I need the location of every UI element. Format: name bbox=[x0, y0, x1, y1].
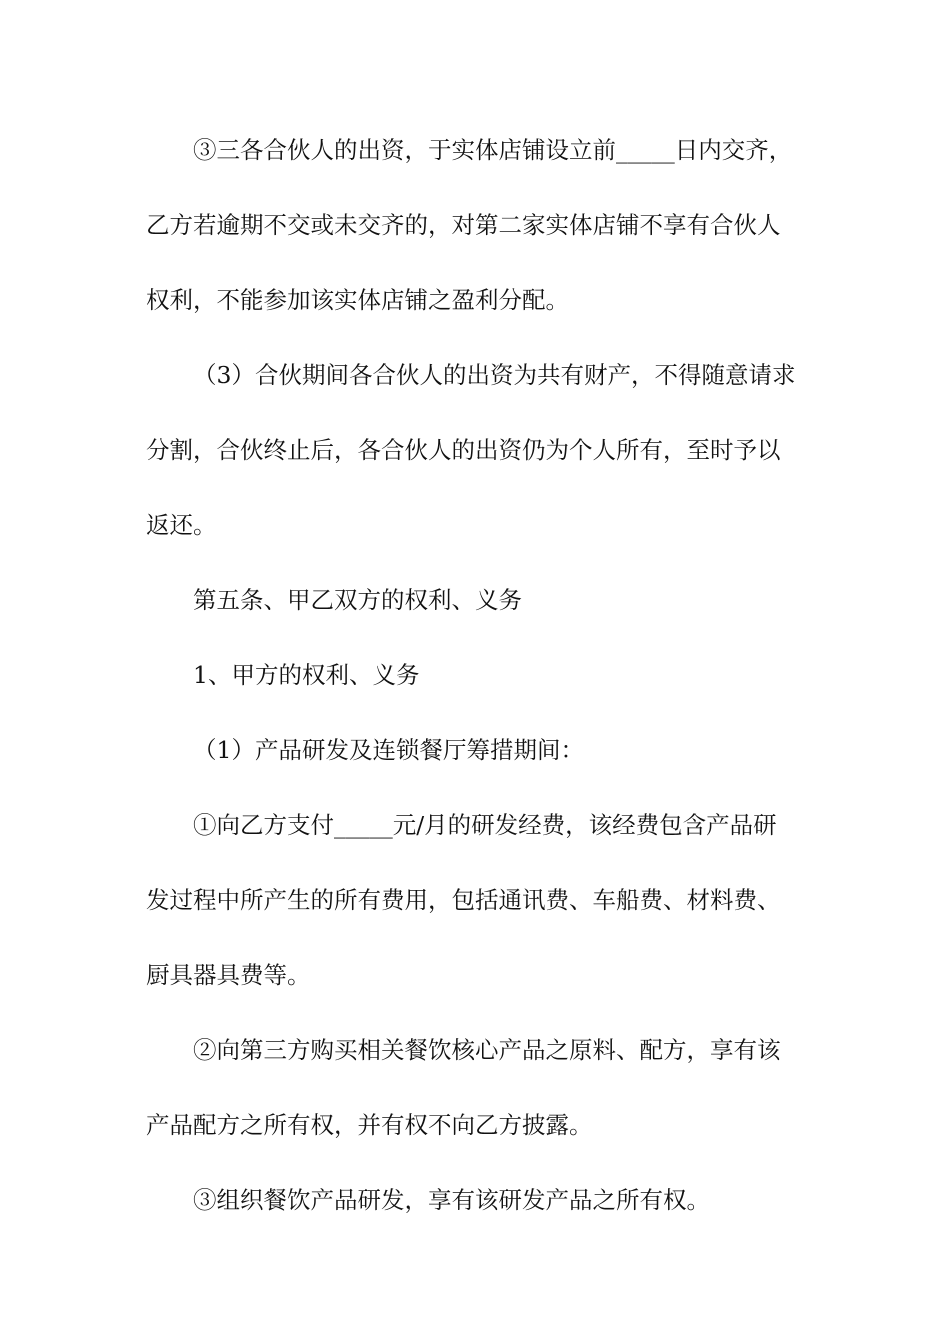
text-line: 发过程中所产生的所有费用，包括通讯费、车船费、材料费、 bbox=[146, 886, 781, 914]
text-line: 第五条、甲乙双方的权利、义务 bbox=[193, 586, 522, 614]
paragraph-recipe-purchase bbox=[146, 1013, 810, 1163]
text-line: ②向第三方购买相关餐饮核心产品之原料、配方，享有该 bbox=[193, 1036, 781, 1064]
text-line: ③三各合伙人的出资，于实体店铺设立前_____日内交齐， bbox=[193, 136, 793, 164]
paragraph-rd-funding bbox=[146, 788, 810, 1013]
text-line: 乙方若逾期不交或未交齐的，对第二家实体店铺不享有合伙人 bbox=[146, 211, 781, 239]
text-line: 权利，不能参加该实体店铺之盈利分配。 bbox=[146, 286, 569, 314]
party-a-rights-heading bbox=[146, 638, 810, 713]
text-line: 1、甲方的权利、义务 bbox=[193, 661, 420, 689]
article-five-heading bbox=[146, 563, 810, 638]
rd-period-heading bbox=[146, 713, 810, 788]
text-line: （3）合伙期间各合伙人的出资为共有财产，不得随意请求 bbox=[193, 361, 796, 389]
text-line: （1）产品研发及连锁餐厅筹措期间： bbox=[193, 736, 584, 764]
paragraph-capital-contribution-deadline bbox=[146, 113, 810, 338]
text-line: 厨具器具费等。 bbox=[146, 961, 311, 989]
text-line: ③组织餐饮产品研发，享有该研发产品之所有权。 bbox=[193, 1186, 710, 1214]
text-line: 返还。 bbox=[146, 511, 217, 539]
text-line: 分割，合伙终止后，各合伙人的出资仍为个人所有，至时予以 bbox=[146, 436, 781, 464]
paragraph-joint-property bbox=[146, 338, 810, 563]
paragraph-product-ownership bbox=[146, 1163, 810, 1238]
text-line: 产品配方之所有权，并有权不向乙方披露。 bbox=[146, 1111, 593, 1139]
text-line: ①向乙方支付_____元/月的研发经费，该经费包含产品研 bbox=[193, 811, 777, 839]
